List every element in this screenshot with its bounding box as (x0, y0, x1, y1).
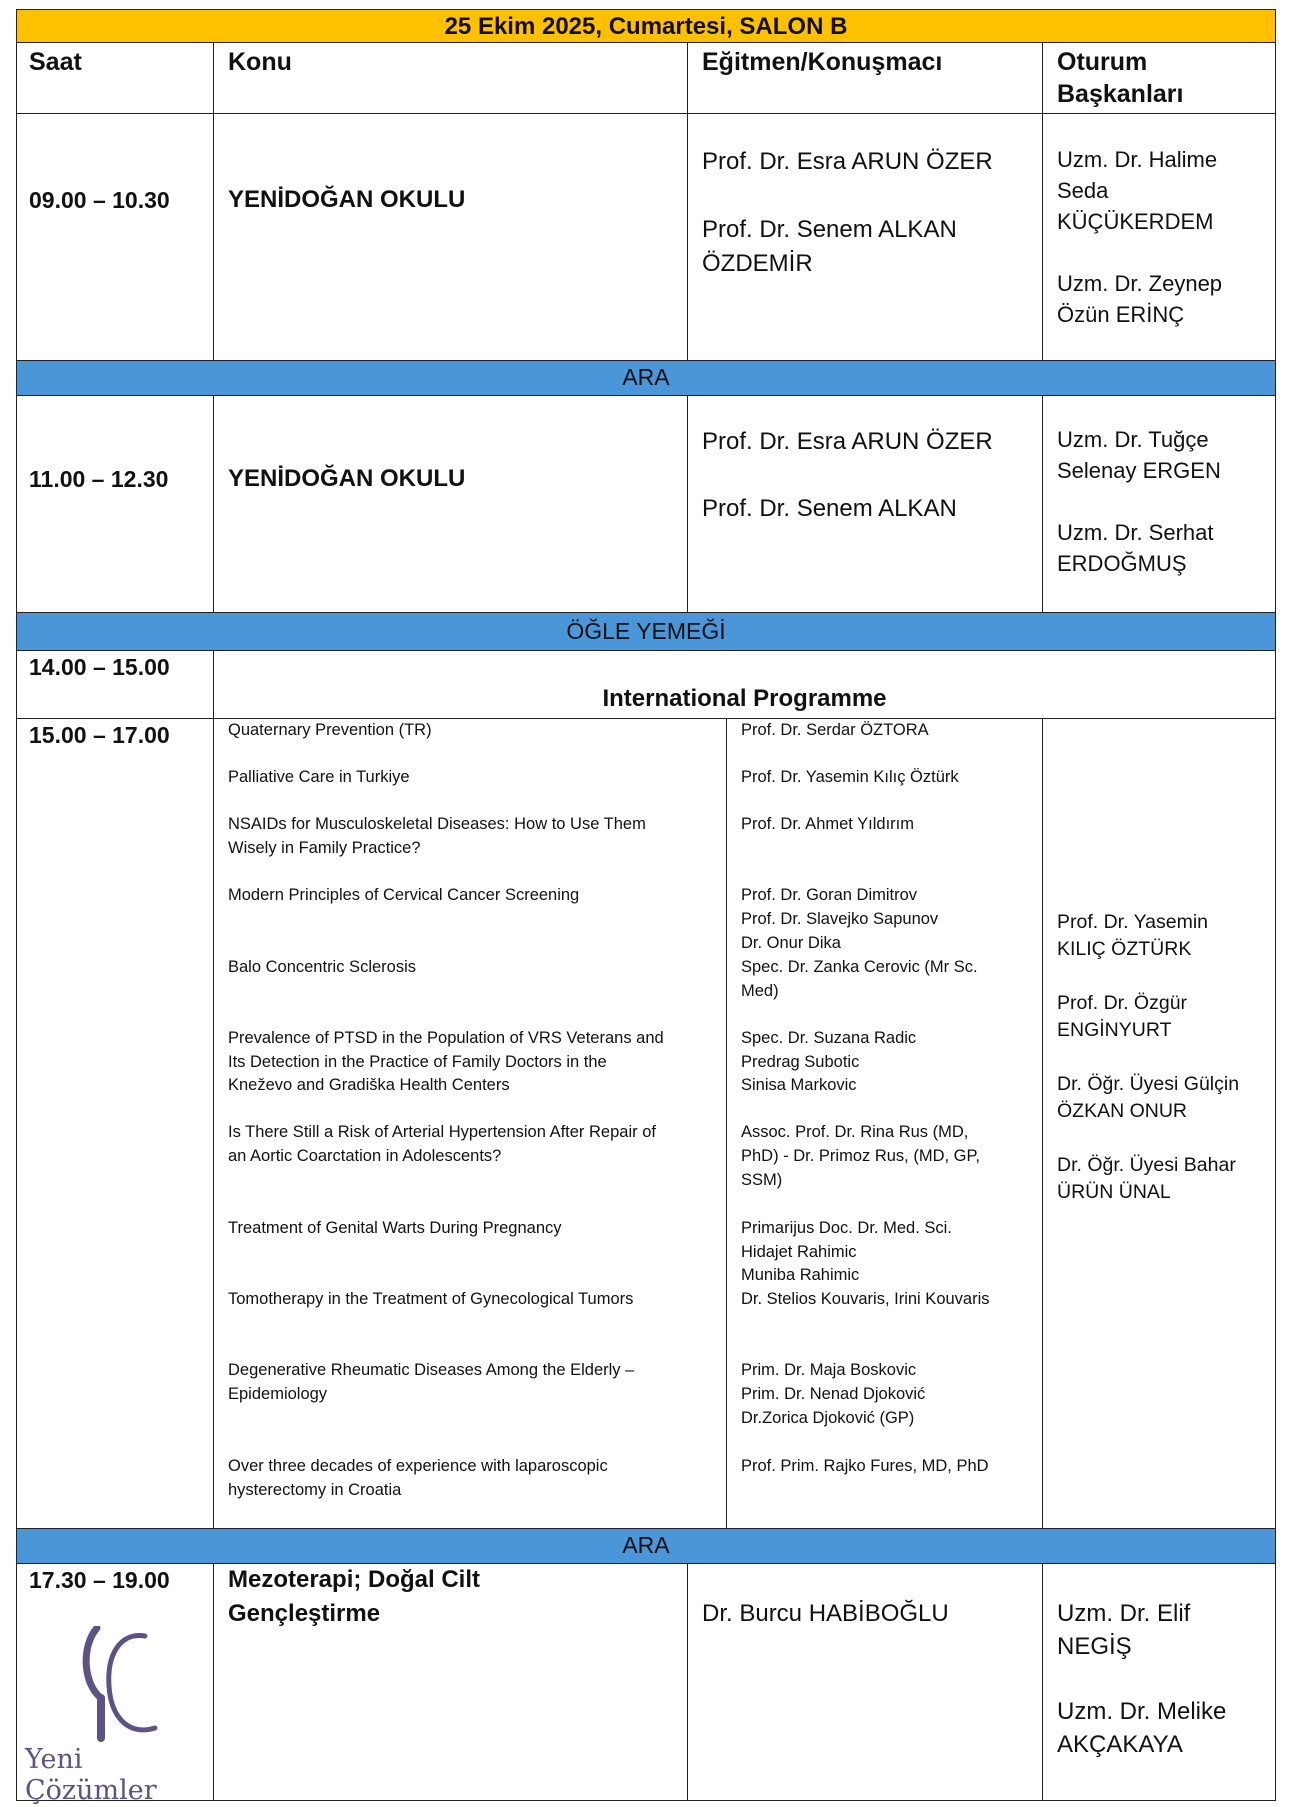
logo-text: Yeni Çözümler (25, 1744, 157, 1806)
talk-speaker: Prof. Dr. Goran Dimitrov (741, 886, 918, 904)
talk-speaker: Prof. Dr. Ahmet Yıldırım (741, 815, 915, 833)
chair-name: Uzm. Dr. Elif (1057, 1600, 1191, 1627)
chair-name: Uzm. Dr. Serhat (1057, 520, 1214, 545)
session-topic-line1: Mezoterapi; Doğal Cilt (228, 1566, 481, 1593)
talk-speaker: Dr. Stelios Kouvaris, Irini Kouvaris (741, 1290, 990, 1308)
session-time: 15.00 – 17.00 (29, 722, 170, 748)
talk-topic: an Aortic Coarctation in Adolescents? (228, 1147, 502, 1165)
session-row-2 (16, 395, 1276, 612)
talk-speaker: Prim. Dr. Maja Boskovic (741, 1361, 917, 1379)
international-programme-title: International Programme (602, 685, 887, 712)
talk-topic: Epidemiology (228, 1385, 328, 1403)
talk-speaker: Prof. Dr. Yasemin Kılıç Öztürk (741, 768, 959, 786)
session-topic: YENİDOĞAN OKULU (228, 186, 466, 213)
talk-topic: Modern Principles of Cervical Cancer Screening (228, 886, 580, 904)
lunch-band: ÖĞLE YEMEĞİ (16, 612, 1276, 650)
chair-name: ENGİNYURT (1057, 1019, 1172, 1041)
speaker-name: Prof. Dr. Esra ARUN ÖZER (702, 428, 993, 455)
talk-speaker: Assoc. Prof. Dr. Rina Rus (MD, (741, 1123, 969, 1141)
talk-speaker: Muniba Rahimic (741, 1266, 860, 1284)
chair-name: Selenay ERGEN (1057, 458, 1221, 483)
break-band: ARA (16, 1528, 1276, 1563)
talk-topic: Tomotherapy in the Treatment of Gynecological Tumors (228, 1290, 634, 1308)
session-row-5 (16, 1563, 1276, 1806)
session-row-3 (16, 650, 1276, 718)
talk-topic: NSAIDs for Musculoskeletal Diseases: How to Use Them (228, 815, 646, 833)
talk-speaker: Predrag Subotic (741, 1053, 860, 1071)
talk-speaker: Prof. Prim. Rajko Fures, MD, PhD (741, 1457, 989, 1475)
chair-name: ÖZKAN ONUR (1057, 1100, 1188, 1122)
speaker-name: Prof. Dr. Senem ALKAN (702, 495, 957, 522)
session-time: 11.00 – 12.30 (29, 466, 169, 492)
talk-speaker: Prof. Dr. Slavejko Sapunov (741, 910, 939, 928)
chair-name: Uzm. Dr. Zeynep (1057, 271, 1223, 296)
talk-topic: Palliative Care in Turkiye (228, 768, 410, 786)
chair-name: Dr. Öğr. Üyesi Gülçin (1057, 1073, 1240, 1095)
session-time: 14.00 – 15.00 (29, 654, 170, 680)
chair-name: Özün ERİNÇ (1057, 302, 1185, 327)
chair-name: Uzm. Dr. Halime (1057, 147, 1218, 172)
speaker-name: Prof. Dr. Esra ARUN ÖZER (702, 148, 993, 175)
talk-topic: hysterectomy in Croatia (228, 1481, 402, 1499)
break-band: ARA (16, 360, 1276, 395)
talk-speaker: PhD) - Dr. Primoz Rus, (MD, GP, (741, 1147, 980, 1165)
header-row (16, 43, 1276, 113)
talk-topic: Over three decades of experience with laparoscopic (228, 1457, 608, 1475)
talk-speaker: Spec. Dr. Zanka Cerovic (Mr Sc. (741, 958, 978, 976)
chair-name: Uzm. Dr. Tuğçe (1057, 427, 1209, 452)
talk-speaker: Dr.Zorica Djoković (GP) (741, 1409, 915, 1427)
talk-speaker: SSM) (741, 1171, 783, 1189)
session-topic: YENİDOĞAN OKULU (228, 465, 466, 492)
header-konu: Konu (228, 48, 292, 76)
talk-topic: Is There Still a Risk of Arterial Hypertension After Repair of (228, 1123, 656, 1141)
talk-topic: Kneževo and Gradiška Health Centers (228, 1076, 510, 1094)
chair-name: Uzm. Dr. Melike (1057, 1698, 1227, 1725)
speaker-name: Dr. Burcu HABİBOĞLU (702, 1600, 949, 1627)
talk-speaker: Med) (741, 982, 779, 1000)
chair-name: AKÇAKAYA (1057, 1731, 1183, 1758)
header-oturum-line2: Başkanları (1057, 80, 1184, 108)
header-oturum-line1: Oturum (1057, 48, 1148, 76)
chair-name: Seda (1057, 178, 1109, 203)
talk-topic: Treatment of Genital Warts During Pregnancy (228, 1219, 562, 1237)
talk-speaker: Primarijus Doc. Dr. Med. Sci. (741, 1219, 952, 1237)
talk-topic: Prevalence of PTSD in the Population of VRS Veterans and (228, 1029, 664, 1047)
chair-name: ERDOĞMUŞ (1057, 551, 1187, 576)
talk-topic: Quaternary Prevention (TR) (228, 721, 432, 739)
talk-speaker: Prof. Dr. Serdar ÖZTORA (741, 721, 929, 739)
yeni-cozumler-logo-icon (67, 1626, 167, 1746)
talk-speaker: Prim. Dr. Nenad Djoković (741, 1385, 926, 1403)
schedule-title: 25 Ekim 2025, Cumartesi, SALON B (16, 9, 1276, 43)
talk-topic: Balo Concentric Sclerosis (228, 958, 416, 976)
session-row-1 (16, 113, 1276, 360)
session-row-4 (16, 718, 1276, 1528)
speaker-name: Prof. Dr. Senem ALKAN (702, 216, 957, 243)
session-time: 09.00 – 10.30 (29, 187, 170, 213)
chair-name: ÜRÜN ÜNAL (1057, 1181, 1171, 1203)
talk-topic: Degenerative Rheumatic Diseases Among the Elderly – (228, 1361, 635, 1379)
session-time: 17.30 – 19.00 (29, 1567, 170, 1593)
header-egitmen: Eğitmen/Konuşmacı (702, 48, 943, 76)
talk-speaker: Hidajet Rahimic (741, 1243, 857, 1261)
chair-name: Dr. Öğr. Üyesi Bahar (1057, 1154, 1236, 1176)
speaker-name: ÖZDEMİR (702, 250, 813, 277)
header-saat: Saat (29, 48, 82, 76)
chair-name: Prof. Dr. Özgür (1057, 992, 1188, 1014)
chair-name: Prof. Dr. Yasemin (1057, 911, 1209, 933)
talk-topic: Its Detection in the Practice of Family Doctors in the (228, 1053, 607, 1071)
talk-speaker: Spec. Dr. Suzana Radic (741, 1029, 917, 1047)
talk-speaker: Sinisa Markovic (741, 1076, 857, 1094)
chair-name: KILIÇ ÖZTÜRK (1057, 938, 1192, 960)
chair-name: KÜÇÜKERDEM (1057, 209, 1214, 234)
chair-name: NEGİŞ (1057, 1633, 1132, 1660)
session-topic-line2: Gençleştirme (228, 1600, 381, 1627)
talk-speaker: Dr. Onur Dika (741, 934, 841, 952)
talk-topic: Wisely in Family Practice? (228, 839, 421, 857)
